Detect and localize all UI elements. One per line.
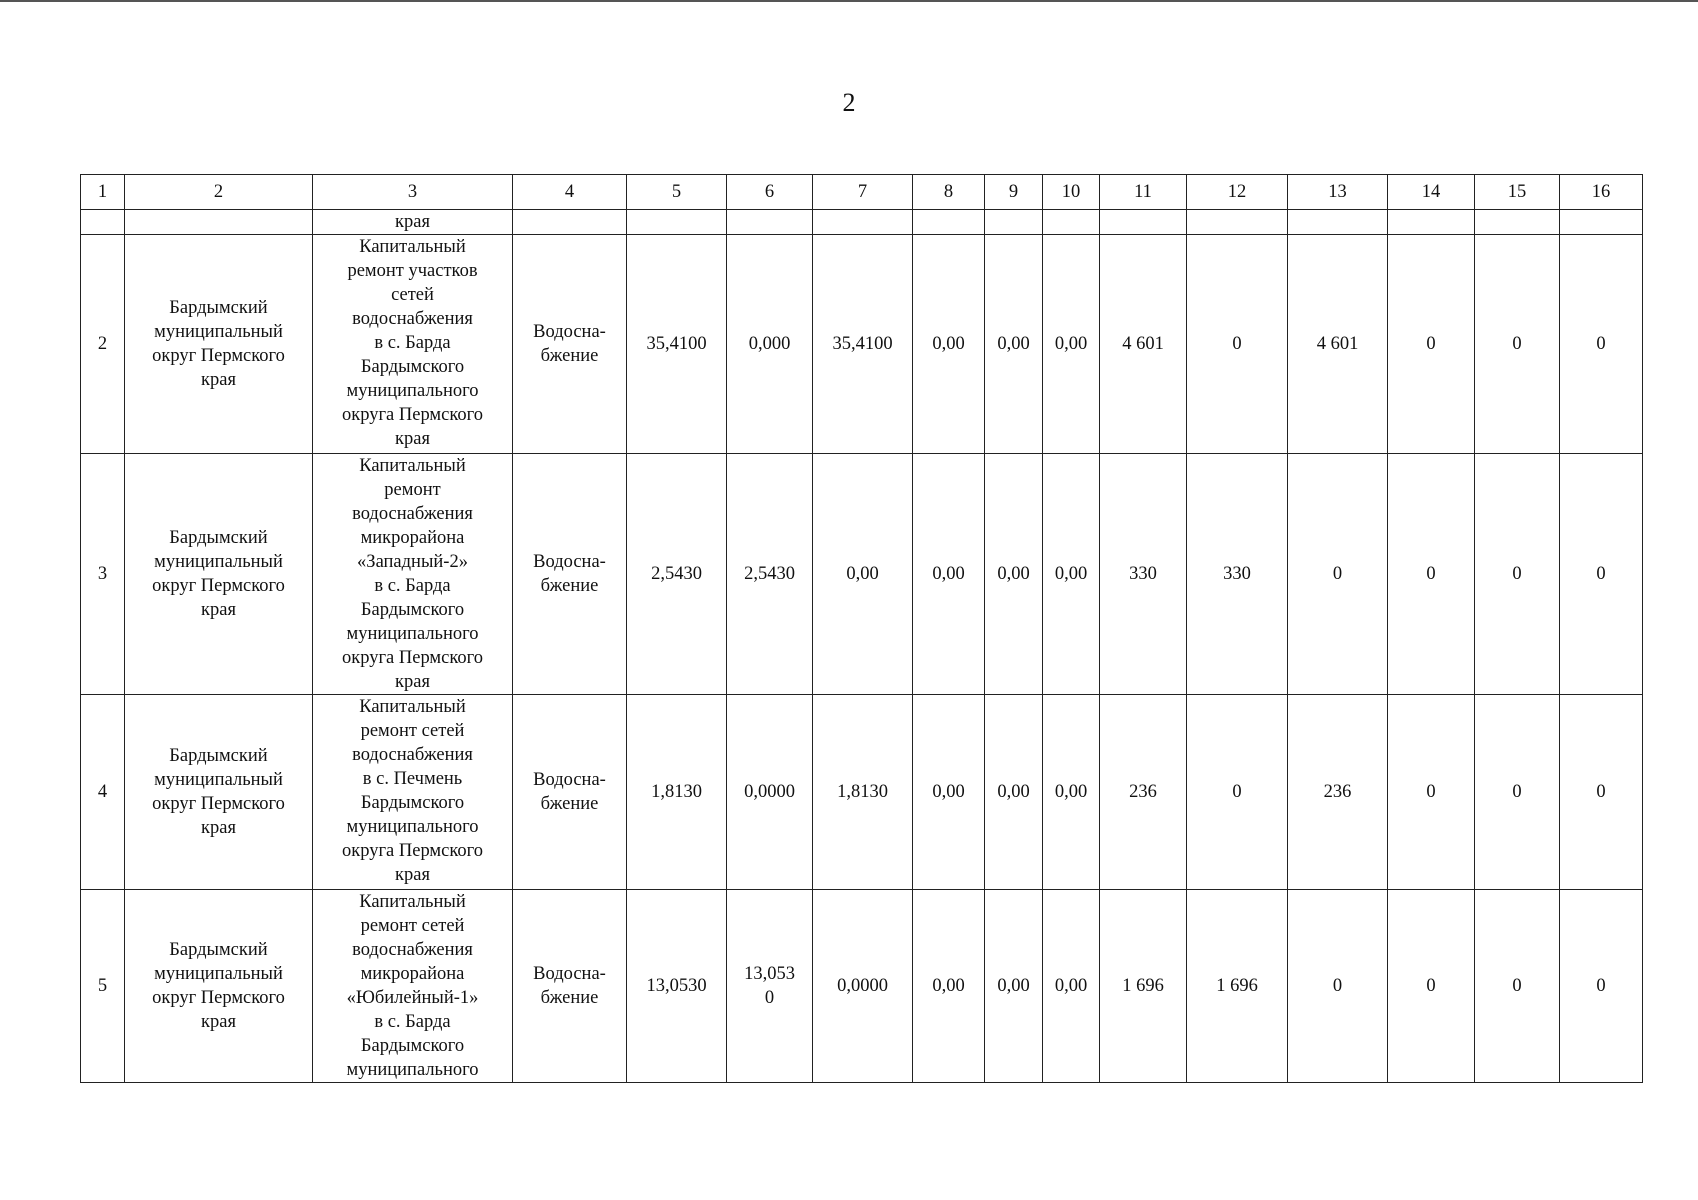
page-number: 2	[842, 88, 856, 117]
description-cell: Капитальный ремонт участков сетей водоснабжения в с. Барда Бардымского муниципального округа Пермского края	[313, 235, 513, 454]
type-cell: Водосна- бжение	[513, 695, 627, 890]
scan-top-edge	[0, 0, 1698, 2]
value-cell: 0	[1560, 890, 1643, 1083]
column-header: 4	[513, 175, 627, 210]
table-cell	[1475, 210, 1560, 235]
table-cell	[913, 210, 985, 235]
description-cell: Капитальный ремонт сетей водоснабжения микрорайона «Юбилейный-1» в с. Барда Бардымского муниципального	[313, 890, 513, 1083]
column-header: 6	[727, 175, 813, 210]
value-cell: 2,5430	[627, 454, 727, 695]
type-cell: Водосна- бжение	[513, 890, 627, 1083]
row-number: 2	[81, 235, 125, 454]
column-header: 7	[813, 175, 913, 210]
table-row	[81, 695, 1643, 890]
value-cell: 0,00	[913, 454, 985, 695]
value-cell: 0	[1475, 235, 1560, 454]
municipality-cell: Бардымский муниципальный округ Пермского края	[125, 890, 313, 1083]
column-header: 16	[1560, 175, 1643, 210]
value-cell: 0,00	[1043, 454, 1100, 695]
value-cell: 330	[1100, 454, 1187, 695]
description-cell: Капитальный ремонт сетей водоснабжения в с. Печмень Бардымского муниципального округа Пермского края	[313, 695, 513, 890]
value-cell: 236	[1100, 695, 1187, 890]
column-header: 12	[1187, 175, 1288, 210]
continuation-row	[81, 210, 1643, 235]
column-number-row	[81, 175, 1643, 210]
table-cell	[81, 210, 125, 235]
table-cell	[727, 210, 813, 235]
value-cell: 0,000	[727, 235, 813, 454]
row-number: 4	[81, 695, 125, 890]
continuation-text: края	[313, 210, 513, 235]
value-cell: 236	[1288, 695, 1388, 890]
value-cell: 13,0530	[627, 890, 727, 1083]
municipality-cell: Бардымский муниципальный округ Пермского края	[125, 454, 313, 695]
table-cell	[627, 210, 727, 235]
table-row	[81, 890, 1643, 1083]
type-cell: Водосна- бжение	[513, 235, 627, 454]
value-cell: 0,00	[913, 235, 985, 454]
value-cell: 1 696	[1187, 890, 1288, 1083]
value-cell: 0,00	[913, 890, 985, 1083]
column-header: 2	[125, 175, 313, 210]
value-cell: 1 696	[1100, 890, 1187, 1083]
column-header: 15	[1475, 175, 1560, 210]
value-cell: 0,00	[985, 890, 1043, 1083]
table-cell	[125, 210, 313, 235]
value-cell: 35,4100	[627, 235, 727, 454]
table-cell	[1388, 210, 1475, 235]
value-cell: 0	[1388, 235, 1475, 454]
value-cell: 0,00	[985, 235, 1043, 454]
value-cell: 0	[1560, 695, 1643, 890]
column-header: 10	[1043, 175, 1100, 210]
column-header: 14	[1388, 175, 1475, 210]
municipality-cell: Бардымский муниципальный округ Пермского края	[125, 235, 313, 454]
value-cell: 0	[1388, 890, 1475, 1083]
column-header: 5	[627, 175, 727, 210]
table-cell	[1043, 210, 1100, 235]
value-cell: 0	[1388, 695, 1475, 890]
value-cell: 1,8130	[627, 695, 727, 890]
table-cell	[813, 210, 913, 235]
value-cell: 0,0000	[727, 695, 813, 890]
column-header: 9	[985, 175, 1043, 210]
column-header: 3	[313, 175, 513, 210]
table-cell	[1100, 210, 1187, 235]
table-row	[81, 235, 1643, 454]
table-cell	[985, 210, 1043, 235]
municipality-cell: Бардымский муниципальный округ Пермского края	[125, 695, 313, 890]
table-cell	[513, 210, 627, 235]
value-cell: 13,053 0	[727, 890, 813, 1083]
value-cell: 0	[1560, 454, 1643, 695]
value-cell: 0,00	[985, 695, 1043, 890]
table-cell	[1288, 210, 1388, 235]
row-number: 3	[81, 454, 125, 695]
value-cell: 4 601	[1288, 235, 1388, 454]
value-cell: 0,00	[1043, 695, 1100, 890]
value-cell: 330	[1187, 454, 1288, 695]
value-cell: 0	[1475, 695, 1560, 890]
value-cell: 0	[1388, 454, 1475, 695]
description-cell: Капитальный ремонт водоснабжения микрорайона «Западный-2» в с. Барда Бардымского муниципального округа Пермского края	[313, 454, 513, 695]
row-number: 5	[81, 890, 125, 1083]
value-cell: 0,00	[1043, 890, 1100, 1083]
value-cell: 0,00	[1043, 235, 1100, 454]
data-table	[80, 174, 1643, 1083]
value-cell: 0,00	[813, 454, 913, 695]
table-row	[81, 454, 1643, 695]
value-cell: 0,0000	[813, 890, 913, 1083]
value-cell: 0,00	[913, 695, 985, 890]
column-header: 8	[913, 175, 985, 210]
value-cell: 0	[1560, 235, 1643, 454]
value-cell: 0	[1475, 454, 1560, 695]
table-cell	[1560, 210, 1643, 235]
column-header: 11	[1100, 175, 1187, 210]
table-cell	[1187, 210, 1288, 235]
value-cell: 0	[1288, 454, 1388, 695]
value-cell: 0	[1187, 695, 1288, 890]
value-cell: 2,5430	[727, 454, 813, 695]
value-cell: 1,8130	[813, 695, 913, 890]
value-cell: 0,00	[985, 454, 1043, 695]
value-cell: 4 601	[1100, 235, 1187, 454]
value-cell: 0	[1288, 890, 1388, 1083]
value-cell: 0	[1475, 890, 1560, 1083]
column-header: 1	[81, 175, 125, 210]
column-header: 13	[1288, 175, 1388, 210]
value-cell: 35,4100	[813, 235, 913, 454]
value-cell: 0	[1187, 235, 1288, 454]
type-cell: Водосна- бжение	[513, 454, 627, 695]
